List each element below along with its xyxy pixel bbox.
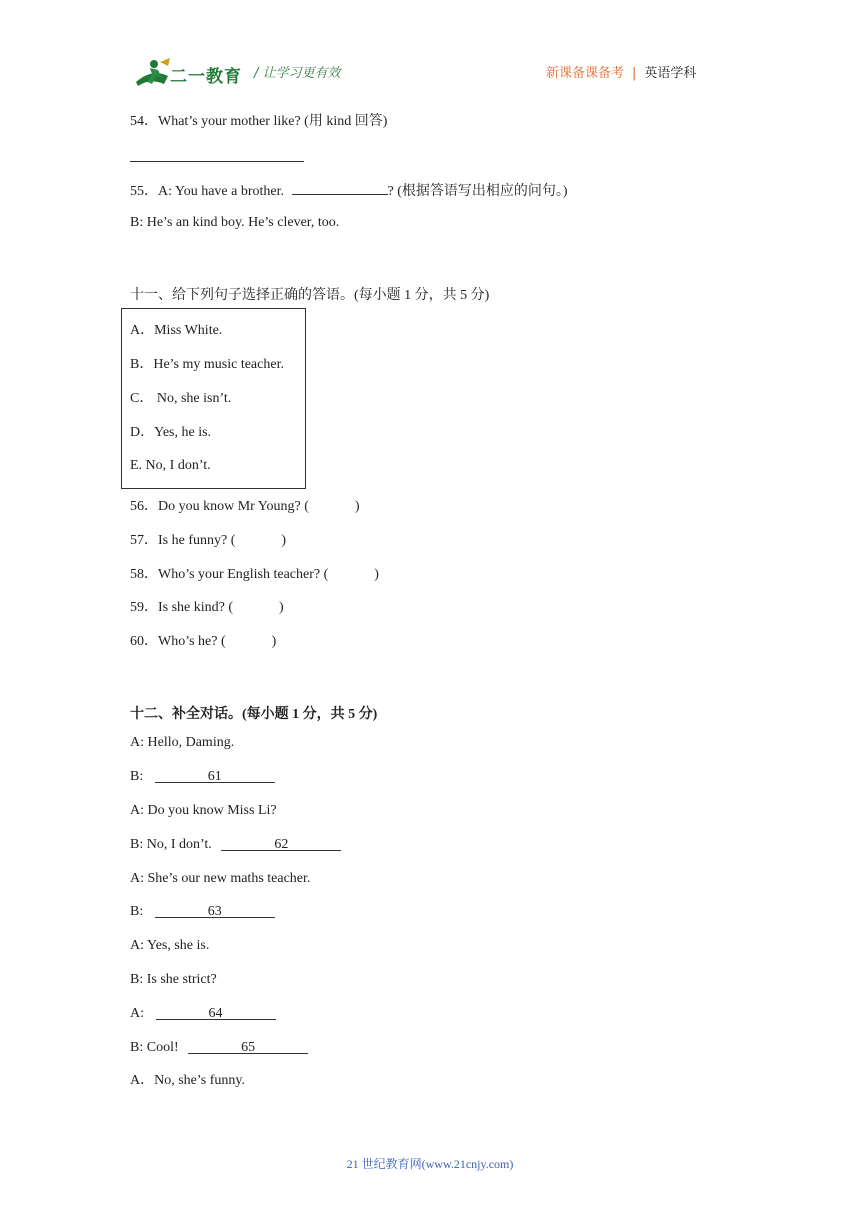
- question-56-text: 56．Do you know Mr Young? (: [130, 499, 309, 514]
- section-12-option-a: A．No, she’s funny.: [130, 1073, 245, 1088]
- dialogue-line-10: [130, 1039, 308, 1057]
- option-e: E. No, I don’t.: [130, 458, 211, 473]
- question-60-close: ): [271, 634, 277, 649]
- question-57-text: 57．Is he funny? (: [130, 533, 236, 548]
- page-header: [0, 0, 860, 100]
- slogan: / 让学习更有效: [254, 66, 341, 81]
- question-55: [130, 180, 568, 201]
- dialogue-speaker: B:: [130, 904, 144, 919]
- dialogue-speaker: A:: [130, 1006, 144, 1021]
- question-54: 54．What’s your mother like? (用 kind 回答): [130, 114, 388, 129]
- dialogue-line-5: A: She’s our new maths teacher.: [130, 871, 311, 886]
- question-57: [130, 532, 286, 550]
- answer-line-54[interactable]: [130, 161, 304, 162]
- question-60: [130, 633, 276, 651]
- section-12-title: 十二、补全对话。(每小题 1 分，共 5 分): [130, 707, 378, 722]
- section-11-title: 十一、给下列句子选择正确的答语。(每小题 1 分，共 5 分): [130, 288, 490, 303]
- question-59: [130, 599, 284, 617]
- dialogue-line-2: [130, 768, 275, 786]
- logo-text: 二一教育: [170, 67, 242, 87]
- option-b: B．He’s my music teacher.: [130, 357, 284, 372]
- dialogue-line-3: A: Do you know Miss Li?: [130, 803, 277, 818]
- dialogue-blank-61[interactable]: 61: [155, 768, 275, 783]
- question-55-suffix: ? (根据答语写出相应的问句。): [387, 184, 568, 199]
- question-55-answer: B: He’s an kind boy. He’s clever, too.: [130, 215, 340, 230]
- header-exam-label: 新课备课备考: [546, 66, 625, 81]
- question-56-close: ): [354, 499, 360, 514]
- page-footer: 21 世纪教育网(www.21cnjy.com): [346, 1157, 514, 1171]
- question-57-close: ): [281, 533, 287, 548]
- option-c: C． No, she isn’t.: [130, 391, 232, 406]
- question-58-text: 58．Who’s your English teacher? (: [130, 567, 329, 582]
- dialogue-blank-64[interactable]: 64: [156, 1005, 276, 1020]
- header-right: [546, 62, 696, 81]
- dialogue-blank-62[interactable]: 62: [221, 836, 341, 851]
- question-55-prefix: 55．A: You have a brother.: [130, 184, 284, 199]
- dialogue-line-1: A: Hello, Daming.: [130, 735, 235, 750]
- answer-blank-55[interactable]: [292, 180, 388, 195]
- question-59-text: 59．Is she kind? (: [130, 600, 234, 615]
- question-60-text: 60．Who’s he? (: [130, 634, 226, 649]
- dialogue-speaker: B: Cool!: [130, 1040, 179, 1055]
- dialogue-speaker: B:: [130, 769, 144, 784]
- question-58-close: ): [374, 567, 379, 582]
- dialogue-speaker: B: No, I don’t.: [130, 837, 212, 852]
- dialogue-line-9: [130, 1005, 276, 1023]
- option-a: A．Miss White.: [130, 323, 223, 338]
- dialogue-line-8: B: Is she strict?: [130, 972, 217, 987]
- dialogue-blank-63[interactable]: 63: [155, 903, 275, 918]
- dialogue-line-6: [130, 903, 275, 921]
- question-59-close: ): [279, 600, 284, 615]
- dialogue-line-7: A: Yes, she is.: [130, 938, 210, 953]
- header-subject-label: 英语学科: [644, 66, 697, 81]
- question-56: [130, 498, 360, 516]
- question-58: [130, 566, 379, 584]
- option-d: D．Yes, he is.: [130, 425, 212, 440]
- dialogue-line-4: [130, 836, 341, 854]
- dialogue-blank-65[interactable]: 65: [188, 1039, 308, 1054]
- header-separator: |: [632, 66, 637, 81]
